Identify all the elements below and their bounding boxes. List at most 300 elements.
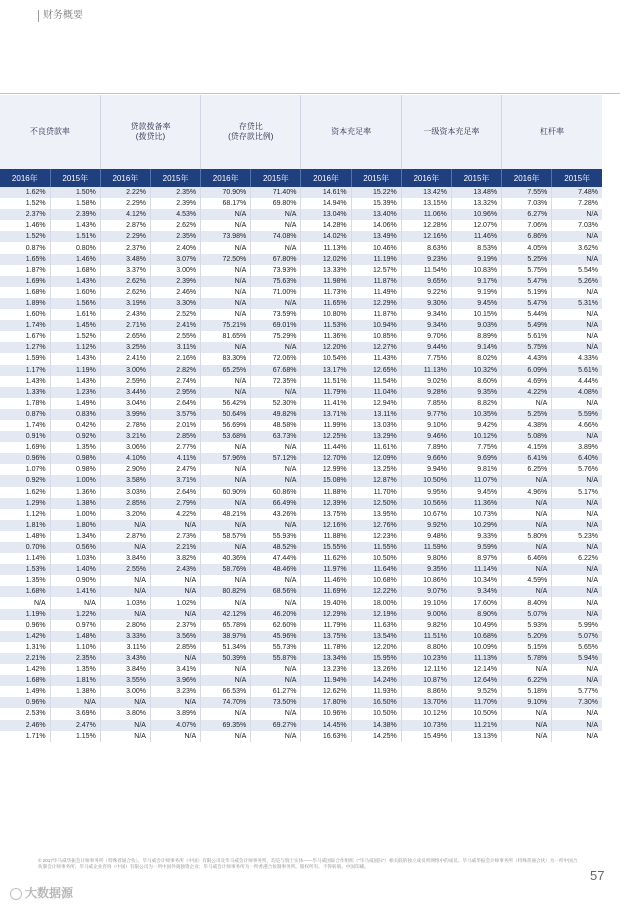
table-cell: 1.35% [0, 575, 50, 586]
table-cell: N/A [201, 475, 251, 486]
table-row [0, 420, 602, 431]
table-cell: 1.38% [50, 498, 100, 509]
table-cell: 5.61% [552, 365, 602, 376]
table-cell: 10.96% [301, 708, 351, 719]
table-cell: N/A [502, 586, 552, 597]
table-cell: 10.85% [351, 331, 401, 342]
table-cell: 9.44% [401, 342, 451, 353]
table-cell: 0.80% [50, 242, 100, 253]
table-cell: 5.47% [502, 276, 552, 287]
watermark [10, 884, 73, 901]
table-cell: 5.75% [502, 265, 552, 276]
table-cell: 1.62% [0, 487, 50, 498]
table-cell: 72.35% [251, 376, 301, 387]
table-cell: 10.09% [451, 642, 501, 653]
table-cell: 1.74% [0, 320, 50, 331]
column-group-header-row [0, 95, 602, 169]
table-cell: 8.63% [401, 242, 451, 253]
table-cell: 16.50% [351, 697, 401, 708]
table-cell: 6.27% [502, 209, 552, 220]
table-cell: N/A [502, 708, 552, 719]
table-cell: 2.29% [100, 231, 150, 242]
table-cell: 14.02% [301, 231, 351, 242]
table-cell: 73.98% [201, 231, 251, 242]
table-cell: N/A [502, 520, 552, 531]
table-cell: 1.42% [0, 631, 50, 642]
table-cell: 14.94% [301, 198, 351, 209]
table-cell: 5.94% [552, 653, 602, 664]
table-cell: 2.73% [150, 531, 200, 542]
table-row [0, 487, 602, 498]
year-header-cell: 2016年 [0, 169, 50, 187]
table-cell: 1.53% [0, 564, 50, 575]
table-cell: N/A [201, 376, 251, 387]
table-cell: 9.92% [401, 520, 451, 531]
table-cell: 3.21% [100, 431, 150, 442]
table-cell: 2.85% [150, 642, 200, 653]
table-cell: 2.78% [100, 420, 150, 431]
table-cell: 70.90% [201, 187, 251, 198]
table-cell: 68.17% [201, 198, 251, 209]
table-cell: 12.57% [351, 265, 401, 276]
table-cell: N/A [552, 731, 602, 742]
table-cell: 5.26% [552, 276, 602, 287]
table-cell: 0.91% [0, 431, 50, 442]
table-cell: 5.23% [552, 531, 602, 542]
table-cell: 8.53% [451, 242, 501, 253]
table-cell: 7.55% [502, 187, 552, 198]
table-cell: 11.53% [301, 320, 351, 331]
table-cell: 0.87% [0, 409, 50, 420]
table-cell: 9.34% [451, 586, 501, 597]
table-cell: 6.22% [552, 553, 602, 564]
table-cell: 9.34% [401, 309, 451, 320]
table-row [0, 642, 602, 653]
table-cell: 1.52% [0, 198, 50, 209]
table-cell: 9.34% [401, 320, 451, 331]
table-row [0, 431, 602, 442]
header-divider [0, 93, 620, 94]
table-cell: 12.22% [351, 586, 401, 597]
table-cell: 3.44% [100, 387, 150, 398]
table-cell: 11.64% [351, 564, 401, 575]
table-cell: 4.66% [552, 420, 602, 431]
table-cell: N/A [552, 564, 602, 575]
table-cell: N/A [251, 387, 301, 398]
table-cell: 12.87% [351, 475, 401, 486]
table-cell: 9.42% [451, 420, 501, 431]
table-cell: 3.56% [150, 631, 200, 642]
table-cell: N/A [502, 731, 552, 742]
table-cell: 60.86% [251, 487, 301, 498]
table-cell: 10.96% [451, 209, 501, 220]
table-cell: 2.41% [150, 320, 200, 331]
watermark-logo-icon [10, 888, 22, 900]
table-cell: 18.00% [351, 597, 401, 608]
table-row [0, 464, 602, 475]
table-cell: 6.25% [502, 464, 552, 475]
table-cell: 81.65% [201, 331, 251, 342]
year-header-cell: 2015年 [251, 169, 301, 187]
table-cell: 8.60% [451, 376, 501, 387]
table-cell: 0.42% [50, 420, 100, 431]
table-cell: N/A [100, 731, 150, 742]
table-cell: 8.40% [502, 597, 552, 608]
table-cell: 9.45% [451, 298, 501, 309]
table-cell: 9.33% [451, 531, 501, 542]
column-group-header [100, 95, 200, 169]
table-cell: 4.38% [502, 420, 552, 431]
table-cell: N/A [251, 664, 301, 675]
table-row [0, 475, 602, 486]
table-cell: 11.62% [301, 553, 351, 564]
table-cell: 1.15% [50, 731, 100, 742]
table-cell: 9.52% [451, 686, 501, 697]
table-cell: 2.35% [50, 653, 100, 664]
table-cell: N/A [502, 542, 552, 553]
table-cell: N/A [502, 498, 552, 509]
table-cell: 8.90% [451, 609, 501, 620]
year-header-cell: 2015年 [351, 169, 401, 187]
table-cell: 2.62% [150, 220, 200, 231]
table-cell: 0.87% [0, 242, 50, 253]
table-cell: 11.13% [401, 365, 451, 376]
table-cell: 11.54% [351, 376, 401, 387]
table-cell: 3.55% [100, 675, 150, 686]
table-cell: 3.20% [100, 509, 150, 520]
table-cell: 3.00% [100, 365, 150, 376]
table-cell: 0.96% [0, 620, 50, 631]
table-cell: 1.52% [0, 231, 50, 242]
table-cell: 3.00% [100, 686, 150, 697]
table-cell: 1.40% [50, 564, 100, 575]
table-cell: 3.99% [100, 409, 150, 420]
table-cell: 0.92% [0, 475, 50, 486]
table-cell: 1.45% [50, 320, 100, 331]
table-row [0, 365, 602, 376]
year-header-cell: 2015年 [150, 169, 200, 187]
table-cell: 0.92% [50, 431, 100, 442]
table-cell: 48.52% [251, 542, 301, 553]
table-cell: 8.02% [451, 353, 501, 364]
table-cell: 9.35% [401, 564, 451, 575]
table-row [0, 553, 602, 564]
table-cell: N/A [552, 331, 602, 342]
table-cell: 2.35% [150, 187, 200, 198]
table-cell: 73.59% [251, 309, 301, 320]
table-cell: 1.00% [50, 509, 100, 520]
table-row [0, 387, 602, 398]
table-row [0, 342, 602, 353]
table-cell: 65.78% [201, 620, 251, 631]
table-cell: 80.82% [201, 586, 251, 597]
table-cell: 10.83% [451, 265, 501, 276]
table-cell: 11.78% [301, 642, 351, 653]
table-cell: 9.10% [502, 697, 552, 708]
table-cell: 1.29% [0, 498, 50, 509]
year-header-cell: 2015年 [50, 169, 100, 187]
table-cell: 15.22% [351, 187, 401, 198]
table-cell: 3.71% [150, 475, 200, 486]
table-cell: N/A [502, 720, 552, 731]
table-cell: 9.30% [401, 298, 451, 309]
table-cell: 11.13% [301, 242, 351, 253]
table-cell: 1.46% [50, 254, 100, 265]
table-cell: 56.69% [201, 420, 251, 431]
table-cell: 4.53% [150, 209, 200, 220]
table-cell: N/A [100, 586, 150, 597]
table-cell: 2.22% [100, 187, 150, 198]
table-cell: 1.61% [50, 309, 100, 320]
table-cell: N/A [502, 475, 552, 486]
table-cell: 1.59% [0, 353, 50, 364]
table-cell: 11.51% [401, 631, 451, 642]
table-cell: 11.44% [301, 442, 351, 453]
table-cell: 1.19% [50, 365, 100, 376]
table-cell: 11.94% [301, 675, 351, 686]
table-cell: 4.05% [502, 242, 552, 253]
table-cell: 10.67% [401, 509, 451, 520]
table-cell: 1.03% [100, 597, 150, 608]
table-cell: 8.97% [451, 553, 501, 564]
table-cell: 4.22% [502, 387, 552, 398]
table-cell: 2.53% [0, 708, 50, 719]
table-cell: 48.21% [201, 509, 251, 520]
table-cell: 5.47% [502, 298, 552, 309]
table-cell: 0.56% [50, 542, 100, 553]
table-cell: 10.12% [401, 708, 451, 719]
table-cell: 5.25% [502, 254, 552, 265]
table-cell: 3.84% [100, 553, 150, 564]
table-cell: 10.15% [451, 309, 501, 320]
table-cell: 9.19% [451, 287, 501, 298]
table-cell: 14.25% [351, 731, 401, 742]
table-cell: 0.96% [0, 453, 50, 464]
table-cell: 48.58% [251, 420, 301, 431]
table-cell: 1.34% [50, 531, 100, 542]
table-row [0, 453, 602, 464]
table-cell: 13.11% [351, 409, 401, 420]
table-cell: 1.38% [50, 686, 100, 697]
table-cell: 2.46% [150, 287, 200, 298]
table-cell: 0.98% [50, 453, 100, 464]
table-cell: N/A [502, 664, 552, 675]
table-cell: 1.14% [0, 553, 50, 564]
table-cell: 9.59% [451, 542, 501, 553]
table-cell: 13.42% [401, 187, 451, 198]
table-cell: 1.69% [0, 442, 50, 453]
table-cell: 12.14% [451, 664, 501, 675]
table-cell: 61.27% [251, 686, 301, 697]
table-cell: 1.46% [0, 220, 50, 231]
table-row [0, 231, 602, 242]
table-row [0, 498, 602, 509]
table-cell: 5.49% [502, 320, 552, 331]
table-cell: 2.87% [100, 220, 150, 231]
table-cell: 2.39% [150, 276, 200, 287]
table-cell: 9.19% [451, 254, 501, 265]
table-cell: 1.65% [0, 254, 50, 265]
table-cell: N/A [100, 520, 150, 531]
table-cell: 3.00% [150, 265, 200, 276]
table-cell: N/A [552, 209, 602, 220]
table-cell: 12.27% [351, 342, 401, 353]
table-cell: 10.68% [351, 575, 401, 586]
table-cell: 9.80% [401, 553, 451, 564]
table-cell: 3.07% [150, 254, 200, 265]
table-cell: 11.93% [351, 686, 401, 697]
table-row [0, 664, 602, 675]
table-cell: N/A [552, 664, 602, 675]
table-cell: 2.62% [100, 276, 150, 287]
table-cell: 9.66% [401, 453, 451, 464]
table-cell: 4.96% [502, 487, 552, 498]
table-cell: 11.79% [301, 387, 351, 398]
table-cell: 62.60% [251, 620, 301, 631]
table-row [0, 376, 602, 387]
section-label: 财务概要 [38, 10, 83, 22]
table-cell: 75.21% [201, 320, 251, 331]
table-cell: 6.41% [502, 453, 552, 464]
table-cell: 83.30% [201, 353, 251, 364]
table-cell: 11.88% [301, 487, 351, 498]
table-cell: 13.32% [451, 198, 501, 209]
table-cell: 11.51% [301, 376, 351, 387]
table-cell: 71.40% [251, 187, 301, 198]
table-cell: 11.36% [451, 498, 501, 509]
table-cell: N/A [100, 575, 150, 586]
table-cell: 2.46% [0, 720, 50, 731]
table-cell: 9.46% [401, 431, 451, 442]
table-cell: 2.47% [150, 464, 200, 475]
table-cell: 2.39% [150, 198, 200, 209]
table-cell: 11.87% [351, 309, 401, 320]
table-cell: 3.48% [100, 254, 150, 265]
table-cell: 9.45% [451, 487, 501, 498]
table-cell: 11.98% [301, 276, 351, 287]
table-cell: 69.27% [251, 720, 301, 731]
table-cell: 13.95% [351, 509, 401, 520]
table-cell: 7.89% [401, 442, 451, 453]
table-cell: 67.80% [251, 254, 301, 265]
table-cell: 1.49% [50, 398, 100, 409]
table-cell: N/A [201, 265, 251, 276]
table-cell: 15.55% [301, 542, 351, 553]
table-cell: 11.46% [301, 575, 351, 586]
table-cell: 11.07% [451, 475, 501, 486]
table-cell: 2.64% [150, 398, 200, 409]
table-cell: 57.12% [251, 453, 301, 464]
table-cell: 19.40% [301, 597, 351, 608]
table-cell: 2.52% [150, 309, 200, 320]
table-cell: 2.87% [100, 531, 150, 542]
table-cell: 11.70% [351, 487, 401, 498]
table-cell: 11.36% [301, 331, 351, 342]
table-cell: 2.55% [100, 564, 150, 575]
table-cell: N/A [201, 708, 251, 719]
table-cell: 66.53% [201, 686, 251, 697]
table-cell: 5.08% [502, 431, 552, 442]
table-row [0, 409, 602, 420]
year-header-cell: 2016年 [201, 169, 251, 187]
table-cell: 13.75% [301, 509, 351, 520]
table-cell: 4.15% [502, 442, 552, 453]
table-cell: 8.80% [401, 642, 451, 653]
table-cell: 7.06% [502, 220, 552, 231]
table-cell: 57.96% [201, 453, 251, 464]
table-cell: 10.86% [401, 575, 451, 586]
table-cell: 5.93% [502, 620, 552, 631]
table-cell: N/A [552, 708, 602, 719]
table-cell: 4.08% [552, 387, 602, 398]
table-cell: 50.39% [201, 653, 251, 664]
table-cell: 7.85% [401, 398, 451, 409]
table-cell: 4.44% [552, 376, 602, 387]
table-cell: 9.14% [451, 342, 501, 353]
table-row [0, 675, 602, 686]
table-cell: 13.70% [401, 697, 451, 708]
table-cell: 5.18% [502, 686, 552, 697]
table-cell: N/A [552, 254, 602, 265]
table-cell: 9.77% [401, 409, 451, 420]
table-cell: 11.49% [351, 287, 401, 298]
table-cell: N/A [201, 597, 251, 608]
table-cell: 1.12% [50, 342, 100, 353]
table-cell: 2.43% [150, 564, 200, 575]
table-cell: 13.29% [351, 431, 401, 442]
table-cell: 1.36% [50, 487, 100, 498]
table-cell: 1.48% [0, 531, 50, 542]
table-cell: 3.62% [552, 242, 602, 253]
table-cell: 10.80% [301, 309, 351, 320]
table-cell: N/A [201, 342, 251, 353]
table-cell: 2.59% [100, 376, 150, 387]
table-cell: 9.35% [451, 387, 501, 398]
column-group-header [0, 95, 100, 169]
table-row [0, 242, 602, 253]
table-cell: 12.62% [301, 686, 351, 697]
column-group-header [201, 95, 301, 169]
table-cell: 51.34% [201, 642, 251, 653]
table-cell: 48.46% [251, 564, 301, 575]
table-cell: 1.48% [50, 631, 100, 642]
table-cell: N/A [552, 498, 602, 509]
table-cell: 5.15% [502, 642, 552, 653]
table-cell: 12.64% [451, 675, 501, 686]
table-cell: N/A [552, 520, 602, 531]
table-row [0, 276, 602, 287]
table-cell: 12.19% [351, 609, 401, 620]
table-cell: 3.41% [150, 664, 200, 675]
table-cell: N/A [502, 398, 552, 409]
table-row [0, 564, 602, 575]
table-cell: 3.11% [100, 642, 150, 653]
table-cell: N/A [251, 298, 301, 309]
table-cell: 8.82% [451, 398, 501, 409]
table-cell: 12.23% [351, 531, 401, 542]
table-cell: 13.34% [301, 653, 351, 664]
table-cell: N/A [201, 498, 251, 509]
table-cell: 1.60% [0, 309, 50, 320]
table-cell: 66.49% [251, 498, 301, 509]
table-cell: N/A [552, 309, 602, 320]
table-cell: 16.63% [301, 731, 351, 742]
table-cell: 2.47% [50, 720, 100, 731]
table-row [0, 309, 602, 320]
year-header-cell: 2016年 [401, 169, 451, 187]
table-row [0, 265, 602, 276]
table-cell: 3.19% [100, 298, 150, 309]
